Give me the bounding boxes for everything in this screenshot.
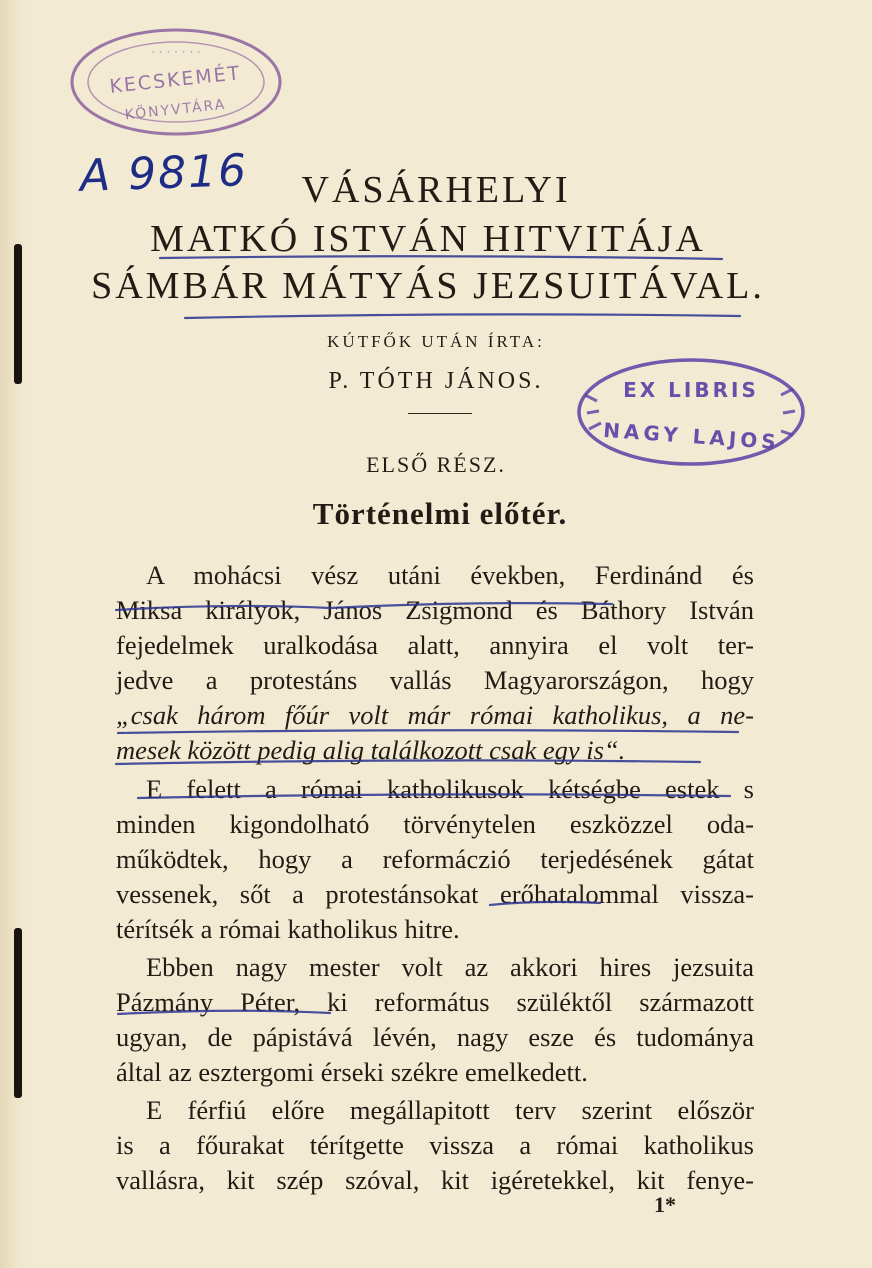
author: P. TÓTH JÁNOS.	[328, 368, 544, 394]
body-line: ugyan, de pápistává lévén, nagy esze és tudománya	[116, 1022, 754, 1052]
body-line: Miksa királyok, János Zsigmond és Báthory István	[116, 595, 754, 625]
title-line-1: VÁSÁRHELYI	[301, 169, 571, 211]
body-line: A mohácsi vész utáni években, Ferdinánd és	[146, 560, 754, 590]
divider-rule	[408, 413, 472, 414]
svg-text:KÖNYVTÁRA: KÖNYVTÁRA	[124, 96, 228, 124]
body-line: térítsék a római katholikus hitre.	[116, 914, 460, 944]
body-line: Ebben nagy mester volt az akkori hires jezsuita	[146, 952, 754, 982]
body-line: E férfiú előre megállapitott terv szerint először	[146, 1095, 754, 1125]
svg-text:· · · · · · ·: · · · · · · ·	[151, 45, 201, 59]
body-line: fejedelmek uralkodása alatt, annyira el volt ter-	[116, 630, 754, 660]
body-line-quote: mesek között pedig alig találkozott csak egy is“.	[116, 735, 626, 765]
body-line: működtek, hogy a reformáczió terjedésének gátat	[116, 844, 754, 874]
library-stamp	[66, 22, 286, 142]
body-line: Pázmány Péter, ki református szüléktől származott	[116, 987, 754, 1017]
svg-text:KECSKEMÉT: KECSKEMÉT	[108, 62, 243, 98]
body-line: vessenek, sőt a protestánsokat erőhatalommal vissza-	[116, 879, 754, 909]
title-line-3: SÁMBÁR MÁTYÁS JEZSUITÁVAL.	[91, 265, 765, 307]
body-line: által az esztergomi érseki székre emelkedett.	[116, 1057, 588, 1087]
binding-thread-bottom	[14, 928, 22, 1098]
svg-text:EX LIBRIS: EX LIBRIS	[623, 378, 759, 402]
body-line: jedve a protestáns vallás Magyarországon, hogy	[116, 665, 754, 695]
byline: KÚTFŐK UTÁN ÍRTA:	[327, 332, 545, 351]
section-title: Történelmi előtér.	[312, 496, 568, 531]
svg-text:NAGY LAJOS: NAGY LAJOS	[602, 417, 781, 455]
body-line: E felett a római katholikusok kétségbe estek s	[146, 774, 754, 804]
title-line-2: MATKÓ ISTVÁN HITVITÁJA	[150, 218, 706, 260]
body-line: is a főurakat térítgette vissza a római katholikus	[116, 1130, 754, 1160]
shelfmark: A 9816	[79, 145, 249, 202]
part-heading: ELSŐ RÉSZ.	[366, 452, 506, 477]
body-line-quote: „csak három főúr volt már római katholikus, a ne-	[116, 700, 754, 730]
body-line: minden kigondolható törvénytelen eszközzel oda-	[116, 809, 754, 839]
page-number: 1*	[654, 1192, 676, 1217]
body-line: vallásra, kit szép szóval, kit igéretekkel, kit fenye-	[116, 1165, 754, 1195]
